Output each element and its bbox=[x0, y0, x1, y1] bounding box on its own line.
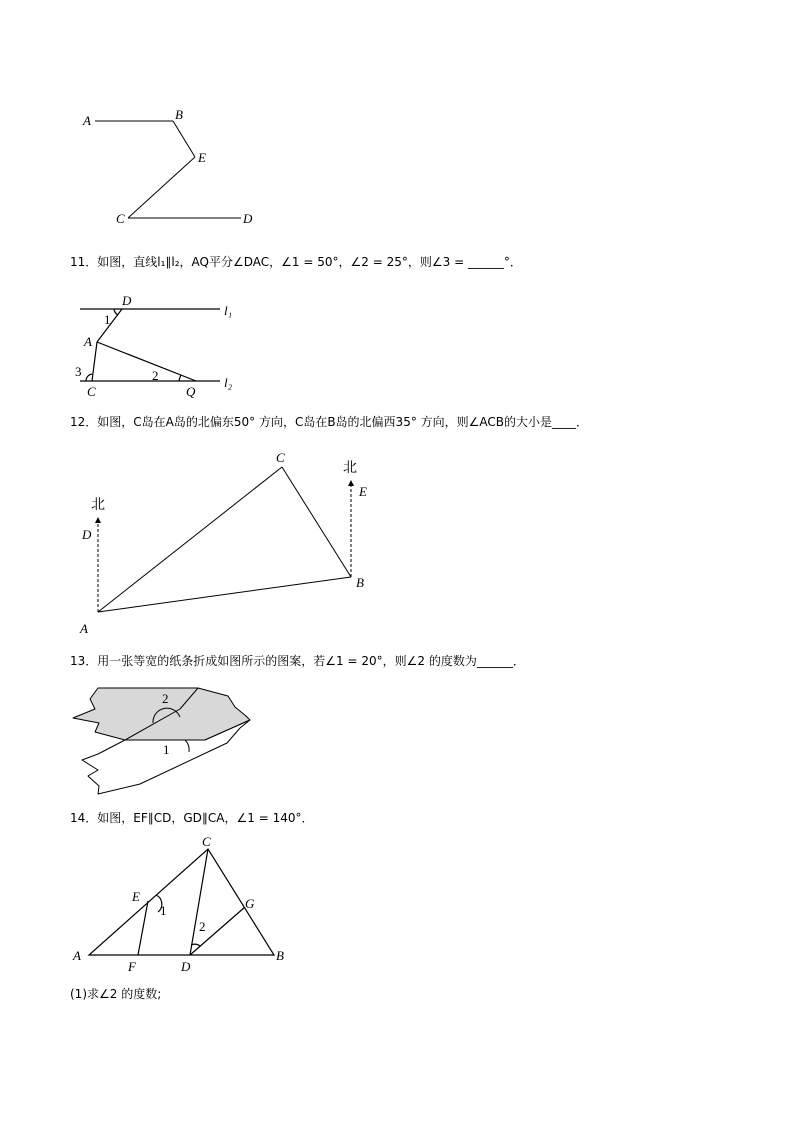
label-A: A bbox=[83, 113, 91, 128]
label-A: A bbox=[73, 948, 81, 963]
label-angle-1: 1 bbox=[163, 742, 170, 757]
figure-q11 bbox=[70, 290, 250, 400]
label-C: C bbox=[116, 211, 125, 226]
question-13-text: 13．用一张等宽的纸条折成如图所示的图案，若∠1 = 20°，则∠2 的度数为______． bbox=[70, 654, 525, 668]
label-E: E bbox=[132, 889, 140, 904]
label-G: G bbox=[245, 896, 255, 911]
label-north-left: 北 bbox=[91, 497, 105, 513]
question-14-text: 14．如图，EF∥CD，GD∥CA，∠1 = 140°． bbox=[70, 811, 314, 825]
label-angle-1: 1 bbox=[104, 312, 111, 327]
label-C: C bbox=[276, 450, 285, 465]
label-E: E bbox=[198, 150, 206, 165]
label-F: F bbox=[128, 959, 136, 974]
label-D: D bbox=[181, 959, 191, 974]
question-12-text: 12．如图，C岛在A岛的北偏东50° 方向，C岛在B岛的北偏西35° 方向，则∠ACB的大小是____． bbox=[70, 415, 589, 429]
label-angle-2: 2 bbox=[152, 368, 159, 383]
figure-q13 bbox=[70, 680, 260, 798]
figure-q10 bbox=[75, 100, 275, 235]
label-angle-3: 3 bbox=[75, 364, 82, 379]
question-14-part-1: (1)求∠2 的度数; bbox=[70, 987, 162, 1001]
label-north-right: 北 bbox=[343, 460, 357, 476]
label-D: D bbox=[122, 293, 132, 308]
label-E: E bbox=[359, 484, 367, 499]
label-D: D bbox=[82, 527, 92, 542]
label-angle-1: 1 bbox=[160, 903, 167, 918]
label-B: B bbox=[175, 107, 183, 122]
label-angle-2: 2 bbox=[199, 919, 206, 934]
label-B: B bbox=[276, 948, 284, 963]
label-angle-2: 2 bbox=[162, 691, 169, 706]
label-l2: l₂ bbox=[224, 375, 233, 390]
figure-q12 bbox=[70, 445, 390, 640]
label-A: A bbox=[84, 334, 92, 349]
label-B: B bbox=[356, 575, 364, 590]
question-11-text: 11．如图，直线l₁∥l₂，AQ平分∠DAC，∠1 = 50°，∠2 = 25°，则∠3 = ______°． bbox=[70, 255, 522, 269]
label-l1: l₁ bbox=[224, 303, 233, 318]
label-D: D bbox=[243, 211, 253, 226]
figure-q14 bbox=[70, 835, 300, 975]
label-C: C bbox=[202, 834, 211, 849]
label-C: C bbox=[87, 384, 96, 399]
label-Q: Q bbox=[186, 384, 196, 399]
label-A: A bbox=[80, 621, 88, 636]
